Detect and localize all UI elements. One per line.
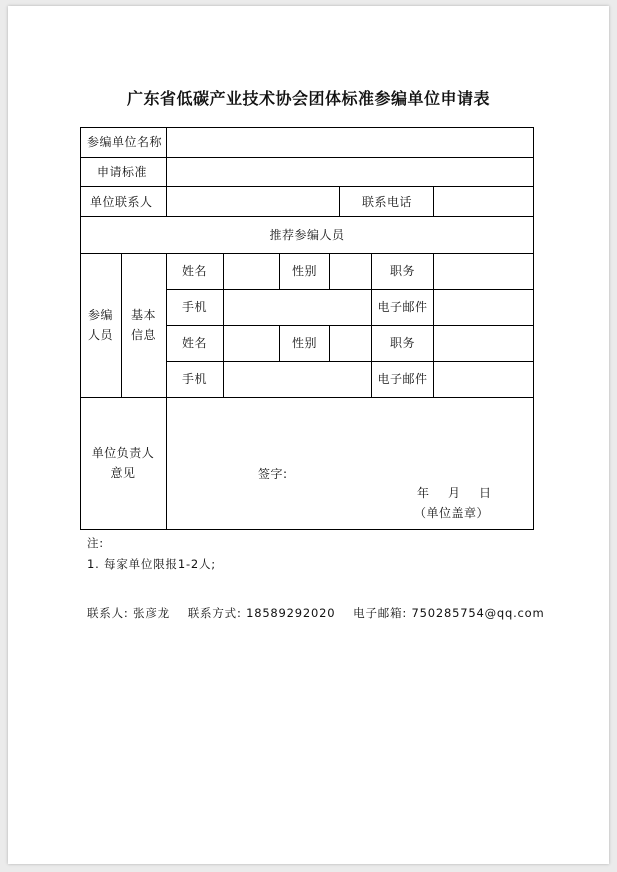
signature-label: 签字: [258,467,288,481]
person2-gender-field[interactable] [330,326,371,361]
opinion-label-line2: 意见 [110,466,136,480]
person1-email-field[interactable] [434,290,533,325]
contact-field[interactable] [167,187,339,216]
person2-mobile-field[interactable] [224,362,371,397]
recommend-header: 推荐参编人员 [269,228,345,242]
person2-name-field[interactable] [224,326,279,361]
opinion-label-line1: 单位负责人 [91,446,155,460]
notes-item-1: 1. 每家单位限报1-2人; [87,557,216,571]
standard-label: 申请标准 [97,165,148,179]
person1-position-label: 职务 [389,264,415,278]
standard-field[interactable] [167,158,533,186]
person2-email-field[interactable] [434,362,533,397]
person1-position-field[interactable] [434,254,533,289]
basic-info-label-line2: 信息 [130,328,156,342]
person1-gender-label: 性别 [292,264,318,278]
person2-mobile-label: 手机 [182,372,208,386]
contact-info-line: 联系人: 张彦龙 联系方式: 18589292020 电子邮箱: 750285754@qq.com [87,606,545,620]
contact-label: 单位联系人 [90,195,153,209]
group-label-line2: 人员 [87,328,113,342]
person1-mobile-field[interactable] [224,290,371,325]
person1-email-label: 电子邮件 [377,300,428,314]
person1-name-label: 姓名 [182,264,208,278]
date-day-label: 日 [479,486,492,500]
seal-label: （单位盖章） [414,506,490,520]
form-title: 广东省低碳产业技术协会团体标准参编单位申请表 [126,89,490,108]
group-label-line1: 参编 [87,308,113,322]
person1-gender-field[interactable] [330,254,371,289]
date-month-label: 月 [448,486,461,500]
person2-gender-label: 性别 [292,336,318,350]
date-year-label: 年 [417,486,430,500]
unit-name-field[interactable] [167,129,533,157]
notes-heading: 注: [87,536,104,550]
person1-name-field[interactable] [224,254,279,289]
person1-mobile-label: 手机 [182,300,208,314]
phone-label: 联系电话 [362,195,413,209]
person2-name-label: 姓名 [182,336,208,350]
person2-email-label: 电子邮件 [377,372,428,386]
unit-name-label: 参编单位名称 [87,135,163,149]
person2-position-field[interactable] [434,326,533,361]
person2-position-label: 职务 [389,336,415,350]
phone-field[interactable] [434,187,533,216]
basic-info-label-line1: 基本 [130,308,156,322]
signature-field[interactable] [290,460,400,482]
